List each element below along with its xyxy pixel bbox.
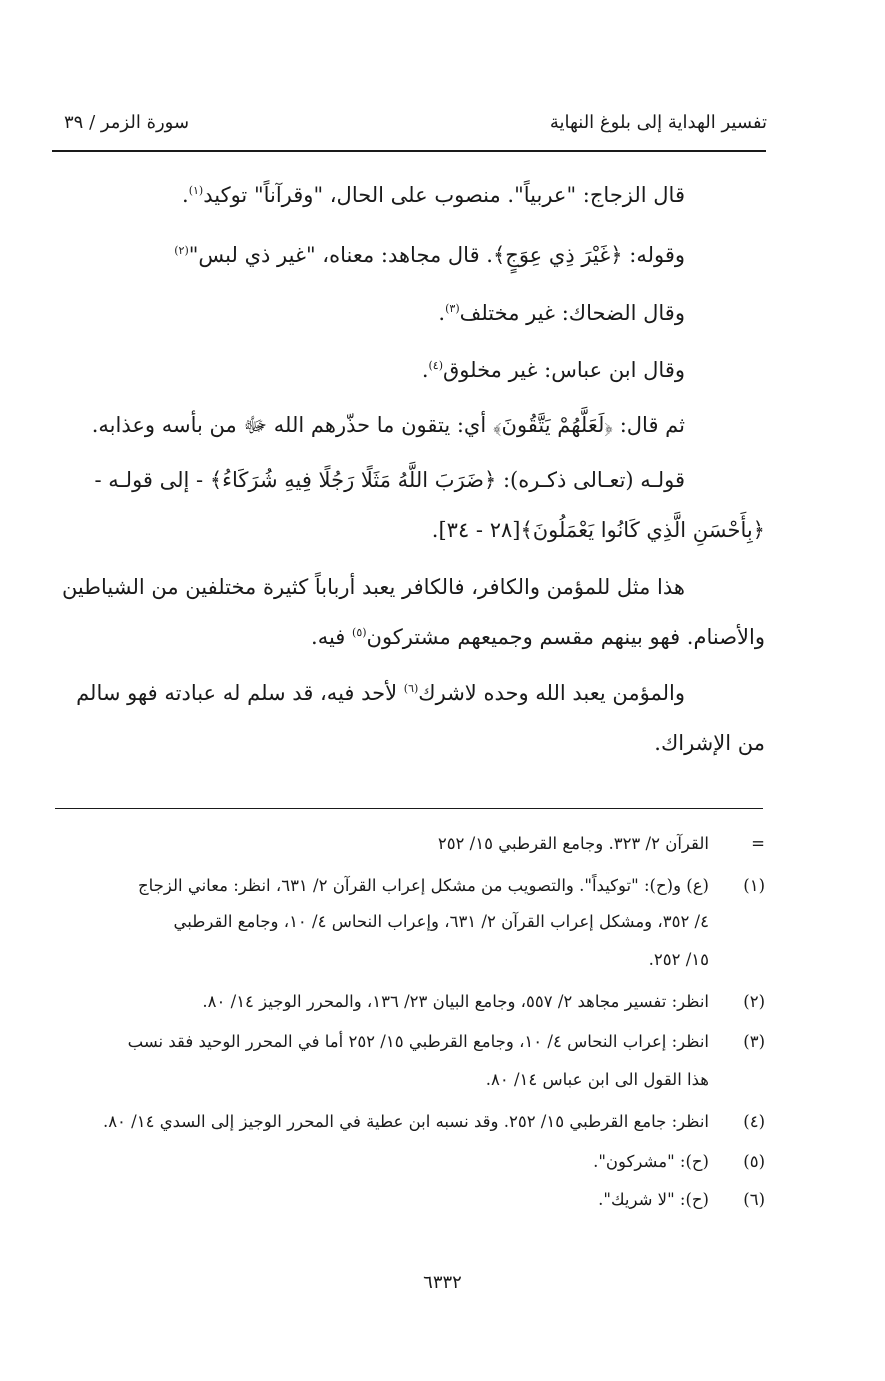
footnote-number-3: (٣) bbox=[743, 1032, 765, 1051]
footnote-number-4: (٤) bbox=[743, 1112, 765, 1131]
text: وقال ابن عباس: غير مخلوق bbox=[443, 358, 685, 382]
footnote-ref: (٥) bbox=[352, 626, 367, 639]
footnote-5-line-1: (ح): "مشركون". bbox=[593, 1152, 709, 1171]
footnote-1-line-1: (ع) و(ح): "توكيداً". والتصويب من مشكل إعراب القرآن ٢/ ٦٣١، انظر: معاني الزجاج bbox=[138, 876, 709, 895]
text: هذا مثل للمؤمن والكافر، فالكافر يعبد أرباباً كثيرة مختلفين من الشياطين bbox=[61, 575, 685, 599]
text: وقال الضحاك: غير مختلف bbox=[459, 301, 685, 325]
body-line-4 bbox=[422, 355, 685, 385]
footnote-ref: (٣) bbox=[445, 302, 460, 315]
text: . bbox=[421, 358, 429, 382]
footnote-continuation-text: القرآن ٢/ ٣٢٣. وجامع القرطبي ١٥/ ٢٥٢ bbox=[437, 834, 709, 853]
text: أي: يتقون ما حذّرهم الله ﷻ من بأسه وعذابه. bbox=[91, 413, 493, 437]
running-header-surah: سورة الزمر / ٣٩ bbox=[64, 112, 190, 133]
body-line-5 bbox=[92, 410, 685, 440]
footnote-number-2: (٢) bbox=[743, 992, 765, 1011]
footnote-ref: (٤) bbox=[428, 359, 444, 372]
text: والأصنام. فهو بينهم مقسم وجميعهم مشتركون bbox=[366, 625, 765, 649]
footnote-6-line-1: (ح): "لا شريك". bbox=[598, 1190, 709, 1209]
footnote-2-line-1: انظر: تفسير مجاهد ٢/ ٥٥٧، وجامع البيان ٢٣/ ١٣٦، والمحرر الوجيز ١٤/ ٨٠. bbox=[202, 992, 709, 1011]
body-line-8 bbox=[62, 572, 685, 602]
footnote-number-6: (٦) bbox=[743, 1190, 765, 1209]
footnote-4-line-1: انظر: جامع القرطبي ١٥/ ٢٥٢. وقد نسبه ابن عطية في المحرر الوجيز إلى السدي ١٤/ ٨٠. bbox=[102, 1112, 709, 1131]
body-line-3 bbox=[438, 298, 685, 328]
text: قولـه (تعـالى ذكـره): bbox=[496, 468, 685, 492]
quran-verse: ﴿غَيْرَ ذِي عِوَجٍ﴾ bbox=[492, 243, 623, 267]
footnote-ref: (٢) bbox=[174, 244, 189, 257]
body-line-1 bbox=[182, 180, 685, 210]
text: من الإشراك. bbox=[654, 731, 765, 755]
text: . bbox=[438, 301, 446, 325]
verse-range: [٢٨ - ٣٤]. bbox=[431, 518, 521, 542]
body-line-7 bbox=[432, 515, 765, 545]
text: . bbox=[182, 183, 189, 207]
body-line-9 bbox=[311, 622, 765, 652]
header-rule bbox=[52, 150, 766, 152]
quran-verse: ﴿ضَرَبَ اللَّهُ مَثَلًا رَجُلًا فِيهِ شُرَكَاءُ﴾ bbox=[209, 468, 497, 492]
footnote-ref: (١) bbox=[188, 184, 204, 197]
body-line-6 bbox=[94, 465, 685, 495]
footnote-number-5: (٥) bbox=[743, 1152, 765, 1171]
page-number: ٦٣٣٢ bbox=[423, 1272, 462, 1293]
text: قال الزجاج: "عربياً". منصوب على الحال، "وقرآناً" توكيد bbox=[203, 183, 685, 207]
body-line-11 bbox=[654, 728, 765, 758]
footnote-continuation-mark: = bbox=[751, 834, 765, 853]
footnote-1-line-2: ٤/ ٣٥٢، ومشكل إعراب القرآن ٢/ ٦٣١، وإعراب النحاس ٤/ ١٠، وجامع القرطبي bbox=[173, 912, 709, 931]
text: - إلى قولـه - bbox=[94, 468, 210, 492]
footnote-3-line-2: هذا القول الى ابن عباس ١٤/ ٨٠. bbox=[485, 1070, 709, 1089]
footnote-1-line-3: ١٥/ ٢٥٢. bbox=[648, 950, 709, 969]
body-line-10 bbox=[76, 678, 685, 708]
text: لأحد فيه، قد سلم له عبادته فهو سالم bbox=[76, 681, 404, 705]
quran-verse: ﴿لَعَلَّهُمْ يَتَّقُونَ﴾ bbox=[492, 413, 614, 437]
text: فيه. bbox=[311, 625, 353, 649]
footnote-3-line-1: انظر: إعراب النحاس ٤/ ١٠، وجامع القرطبي ١٥/ ٢٥٢ أما في المحرر الوحيد فقد نسب bbox=[127, 1032, 709, 1051]
footnote-separator bbox=[55, 808, 763, 809]
body-line-2 bbox=[174, 240, 685, 270]
text: وقوله: bbox=[622, 243, 685, 267]
running-header-title: تفسير الهداية إلى بلوغ النهاية bbox=[549, 112, 767, 133]
text: . قال مجاهد: معناه، "غير ذي لبس" bbox=[188, 243, 493, 267]
text: والمؤمن يعبد الله وحده لاشرك bbox=[418, 681, 685, 705]
text: ثم قال: bbox=[613, 413, 685, 437]
footnote-number-1: (١) bbox=[743, 876, 765, 895]
quran-verse: ﴿بِأَحْسَنِ الَّذِي كَانُوا يَعْمَلُونَ﴾ bbox=[520, 518, 765, 542]
footnote-ref: (٦) bbox=[403, 682, 419, 695]
